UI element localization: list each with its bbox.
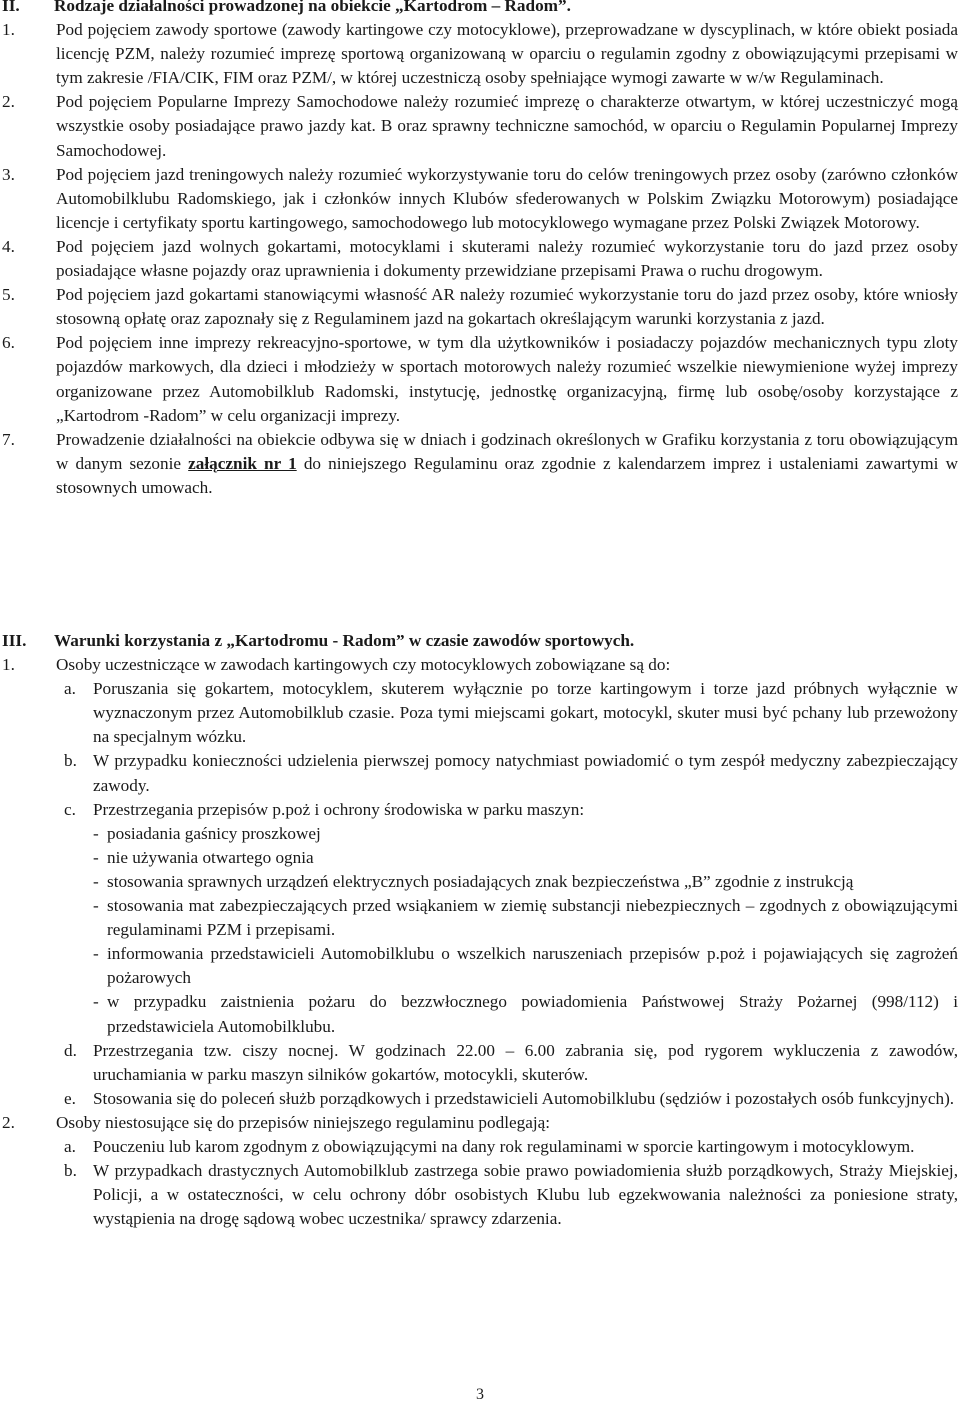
section-3: [0, 629, 958, 1231]
dash-item-text: stosowania mat zabezpieczających przed wsiąkaniem w ziemię substancji niebezpiecznych – zgodnych z obowiązującymi regulaminami PZM i przepisami.: [107, 896, 958, 940]
item-number: 1.: [2, 20, 15, 40]
section-3-heading: [0, 629, 958, 653]
dash-item-text: informowania przedstawicieli Automobilklubu o wszelkich naruszeniach przepisów p.poż i pojawiających się zagrożeń pożarowych: [107, 944, 958, 988]
dash-item-text: w przypadku zaistnienia pożaru do bezzwłocznego powiadomienia Państwowej Straży Pożarnej (998/112) i przedstawiciela Automobilklubu.: [107, 992, 958, 1036]
list-item: [0, 1111, 958, 1135]
item-text: Pod pojęciem inne imprezy rekreacyjno-sportowe, w tym dla użytkowników i posiadaczy pojazdów mechanicznych typu zloty pojazdów markowych, dla dzieci i młodzieży w sportach motorowych należy rozumieć wszelkie niewymienione wyżej imprezy organizowane przez Automobilklub Radomski, instytucję, jednostkę organizacyjną, firmę lub osobę/osoby korzystające z „Kartodrom -Radom” w celu organizacji imprezy.: [56, 333, 958, 425]
sub-item-letter: e.: [64, 1088, 76, 1108]
item-number: 5.: [2, 285, 15, 305]
item-number: 3.: [2, 164, 15, 184]
dash-item-text: posiadania gaśnicy proszkowej: [107, 823, 321, 843]
dash-bullet: -: [93, 871, 99, 891]
list-item: [0, 653, 958, 677]
dash-item: [93, 870, 958, 894]
list-item: [0, 18, 958, 90]
section-number: III.: [2, 631, 27, 650]
item-text: Pod pojęciem jazd wolnych gokartami, motocyklami i skuterami należy rozumieć wykorzystanie toru do jazd przez osoby posiadające własne pojazdy oraz uprawnienia i dokumenty przewidziane przepisami Prawa o ruchu drogowym.: [56, 236, 958, 281]
sub-item-text: Przestrzegania przepisów p.poż i ochrony środowiska w parku maszyn:: [93, 799, 585, 819]
section-2-heading: [0, 0, 958, 18]
page-number: 3: [476, 1386, 484, 1403]
item-text-end: do niniejszego Regulaminu oraz zgodnie z kalendarzem imprez i ustaleniami zawartymi w stosownych umowach.: [56, 453, 958, 497]
section-title: Warunki korzystania z „Kartodromu - Radom” w czasie zawodów sportowych.: [54, 631, 635, 650]
item-number: 4.: [2, 236, 15, 256]
item-text-start: Prowadzenie działalności na obiekcie odbywa się w dniach i godzinach określonych w Grafiku korzystania z toru obowiązującym w danym sezonie: [56, 429, 958, 473]
sub-item: [64, 1159, 958, 1231]
item-text: Pod pojęciem jazd treningowych należy rozumieć wykorzystywanie toru do celów treningowych przez osoby (zarówno członków Automobilklubu Radomskiego, jak i członków innych Klubów sfederowanych w Polskim Związku Motorowym) posiadające licencje i certyfikaty sportu kartingowego, samochodowego lub motocyklowego wymagane przez Polski Związek Motorowy.: [56, 164, 958, 232]
sub-item-letter: b.: [64, 751, 77, 771]
sub-item-text: W przypadku konieczności udzielenia pierwszej pomocy natychmiast powiadomić o tym zespół medyczny zabezpieczający zawody.: [93, 751, 958, 795]
item-text: Pod pojęciem jazd gokartami stanowiącymi własność AR należy rozumieć wykorzystanie toru do jazd przez osoby, które wniosły stosowną opłatę oraz zapoznały się z Regulaminem jazd na gokartach określającym warunki korzystania z jazd.: [56, 285, 958, 329]
dash-item: [93, 894, 958, 942]
item-text: Pod pojęciem Popularne Imprezy Samochodowe należy rozumieć imprezę o charakterze otwartym, w której uczestniczyć mogą wszystkie osoby posiadające prawo jazdy kat. B oraz sprawny techniczne samochód, w oparciu o Regulamin Popularnej Imprezy Samochodowej.: [56, 92, 958, 160]
list-item: [0, 235, 958, 283]
sub-item-letter: a.: [64, 679, 76, 699]
dash-item: [93, 846, 958, 870]
sub-item: [64, 677, 958, 749]
section-title: Rodzaje działalności prowadzonej na obiekcie „Kartodrom – Radom”.: [54, 0, 571, 15]
sub-item-letter: a.: [64, 1136, 76, 1156]
sub-item-text: Pouczeniu lub karom zgodnym z obowiązującymi na dany rok regulaminami w sporcie kartingowym i motocyklowym.: [93, 1136, 915, 1156]
item-number: 6.: [2, 333, 15, 353]
sub-item-letter: d.: [64, 1040, 77, 1060]
dash-item-text: nie używania otwartego ognia: [107, 847, 314, 867]
item-number: 1.: [2, 655, 15, 675]
dash-bullet: -: [93, 847, 99, 867]
sub-item-text: Poruszania się gokartem, motocyklem, skuterem wyłącznie po torze kartingowym i torze jazd próbnych wyłącznie w wyznaczonym przez Automobilklub czasie. Poza tymi miejscami gokart, motocykl, skuter musi być pchany lub przewożony na specjalnym wózku.: [93, 679, 958, 747]
item-number: 7.: [2, 429, 15, 449]
item-text: Pod pojęciem zawody sportowe (zawody kartingowe czy motocyklowe), przeprowadzane w dyscyplinach, w które obiekt posiada licencję PZM, należy rozumieć imprezę sportową organizowaną w oparciu o regulamin zgodny z obowiązującymi przepisami w tym zakresie /FIA/CIK, FIM oraz PZM/, w której uczestniczą osoby spełniające wymogi zawarte w w/w Regulaminach.: [56, 20, 958, 88]
item-text: [56, 428, 958, 500]
list-item: [0, 428, 958, 500]
dash-item: [93, 990, 958, 1038]
sub-item-letter: c.: [64, 799, 76, 819]
dash-bullet: -: [93, 896, 99, 916]
item-text: Osoby uczestniczące w zawodach kartingowych czy motocyklowych zobowiązane są do:: [56, 655, 671, 675]
section-number: II.: [2, 0, 20, 15]
item-number: 2.: [2, 92, 15, 112]
list-item: [0, 283, 958, 331]
item-number: 2.: [2, 1112, 15, 1132]
item-text: Osoby niestosujące się do przepisów niniejszego regulaminu podlegają:: [56, 1112, 551, 1132]
sub-item: [64, 749, 958, 797]
dash-item-text: stosowania sprawnych urządzeń elektrycznych posiadających znak bezpieczeństwa „B” zgodnie z instrukcją: [107, 871, 854, 891]
list-item: [0, 331, 958, 427]
list-item: [0, 90, 958, 162]
sub-item: [64, 798, 958, 822]
sub-item-text: Stosowania się do poleceń służb porządkowych i przedstawicieli Automobilklubu (sędziów i pozostałych osób funkcyjnych).: [93, 1088, 955, 1108]
sub-item-text: Przestrzegania tzw. ciszy nocnej. W godzinach 22.00 – 6.00 zabrania się, pod rygorem wykluczenia z zawodów, uruchamiania w parku maszyn silników gokartów, motocykli, skuterów.: [93, 1040, 958, 1084]
dash-bullet: -: [93, 944, 99, 964]
dash-bullet: -: [93, 823, 99, 843]
sub-item-letter: b.: [64, 1161, 77, 1181]
attachment-reference: załącznik nr 1: [188, 453, 297, 473]
list-item: [0, 163, 958, 235]
sub-item-text: W przypadkach drastycznych Automobilklub zastrzega sobie prawo powiadomienia służb porządkowych, Straży Miejskiej, Policji, a w ostateczności, w celu ochrony dóbr osobistych Klubu lub egzekwowania należności za poniesione straty, wystąpienia na drogę sądową wobec uczestnika/ sprawcy zdarzenia.: [93, 1161, 958, 1229]
dash-bullet: -: [93, 992, 99, 1012]
dash-item: [93, 822, 958, 846]
sub-item: [64, 1135, 958, 1159]
sub-item: [64, 1087, 958, 1111]
sub-item: [64, 1039, 958, 1087]
section-2: [0, 0, 958, 500]
dash-item: [93, 942, 958, 990]
